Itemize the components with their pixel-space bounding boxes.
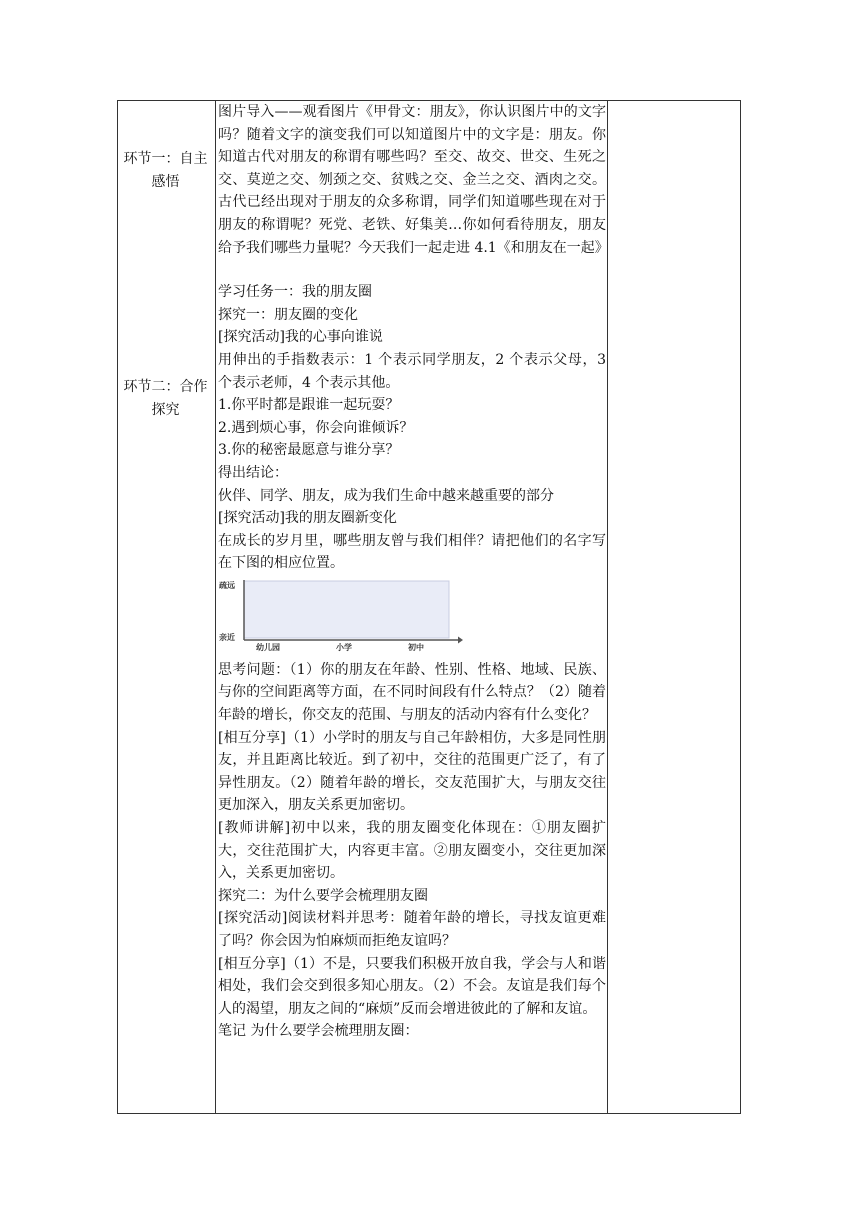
spacer bbox=[218, 259, 606, 281]
notes-column bbox=[608, 101, 740, 1113]
activity-heading: [探究活动]我的朋友圈新变化 bbox=[218, 510, 397, 527]
intro-paragraph: 图片导入——观看图片《甲骨文：朋友》，你认识图片中的文字吗？随着文字的演变我们可以知道图片中的文字是：朋友。你知道古代对朋友的称谓有哪些吗？至交、故交、世交、生死之交、莫逆之交、刎颈之交、贫贱之交、金兰之交、酒肉之交。古代已经出现对于朋友的众多称谓，同学们知道哪些现在对于朋友的称谓呢？死党、老铁、好集美…你如何看待朋友，朋友给予我们哪些力量呢？今天我们一起走进 4.1《和朋友在一起》 bbox=[218, 104, 609, 256]
section-heading: 探究一：朋友圈的变化 bbox=[218, 306, 358, 323]
stage-1-label: 环节一：自主感悟 bbox=[123, 151, 208, 190]
section-heading: 探究二：为什么要学会梳理朋友圈 bbox=[218, 887, 428, 904]
x-axis-arrow bbox=[458, 636, 463, 643]
question-1: 1.你平时都是跟谁一起玩耍？ bbox=[218, 397, 400, 414]
task-title: 学习任务一：我的朋友圈 bbox=[218, 284, 372, 301]
stage-2-label: 环节二：合作探究 bbox=[123, 379, 208, 418]
lesson-table bbox=[117, 100, 741, 1114]
question-2: 2.遇到烦心事，你会向谁倾诉？ bbox=[218, 419, 414, 436]
x-label-primary: 小学 bbox=[336, 641, 352, 652]
x-label-kindergarten: 幼儿园 bbox=[256, 641, 280, 652]
conclusion-text: 伙伴、同学、朋友，成为我们生命中越来越重要的部分 bbox=[218, 487, 554, 504]
column-divider bbox=[215, 101, 216, 1113]
friendship-circle-diagram bbox=[218, 578, 463, 653]
question-3: 3.你的秘密最愿意与谁分享？ bbox=[218, 442, 400, 459]
x-label-junior: 初中 bbox=[408, 641, 424, 652]
y-label-bottom: 亲近 bbox=[219, 631, 235, 642]
diagram-svg bbox=[218, 578, 463, 653]
share-answer: [相互分享]（1）不是，只要我们积极开放自我，学会与人和谐相处，我们会交到很多知心朋友。（2）不会。友谊是我们每个人的渴望，朋友之间的“麻烦”反而会增进彼此的了解和友谊。 bbox=[218, 955, 606, 1017]
notes-line: 笔记 为什么要学会梳理朋友圈： bbox=[218, 1023, 419, 1040]
instruction-text: 在成长的岁月里，哪些朋友曾与我们相伴？请把他们的名字写在下图的相应位置。 bbox=[218, 532, 606, 572]
y-label-top: 疏远 bbox=[219, 579, 235, 590]
teacher-explanation: [教师讲解]初中以来，我的朋友圈变化体现在：①朋友圈扩大，交往范围扩大，内容更丰富。②朋友圈变小，交往更加深入，关系更加密切。 bbox=[218, 820, 606, 882]
instruction-text: 用伸出的手指数表示：1 个表示同学朋友，2 个表示父母，3 个表示老师，4 个表示其他。 bbox=[218, 351, 606, 391]
activity-text: [探究活动]阅读材料并思考：随着年龄的增长，寻找友谊更难了吗？你会因为怕麻烦而拒绝友谊吗？ bbox=[218, 910, 606, 949]
activity-heading: [探究活动]我的心事向谁说 bbox=[218, 329, 383, 346]
conclusion-label: 得出结论： bbox=[218, 464, 288, 481]
diagram-area bbox=[244, 581, 449, 638]
think-questions: 思考问题：（1）你的朋友在年龄、性别、性格、地域、民族、与你的空间距离等方面，在不同时间段有什么特点？（2）随着年龄的增长，你交友的范围、与朋友的活动内容有什么变化？ bbox=[218, 661, 606, 724]
lesson-content bbox=[218, 101, 609, 1043]
share-answer: [相互分享]（1）小学时的朋友与自己年龄相仿，大多是同性朋友，并且距离比较近。到了初中，交往的范围更广泛了，有了异性朋友。（2）随着年龄的增长，交友范围扩大，与朋友交往更加深入，朋友关系更加密切。 bbox=[218, 729, 606, 814]
